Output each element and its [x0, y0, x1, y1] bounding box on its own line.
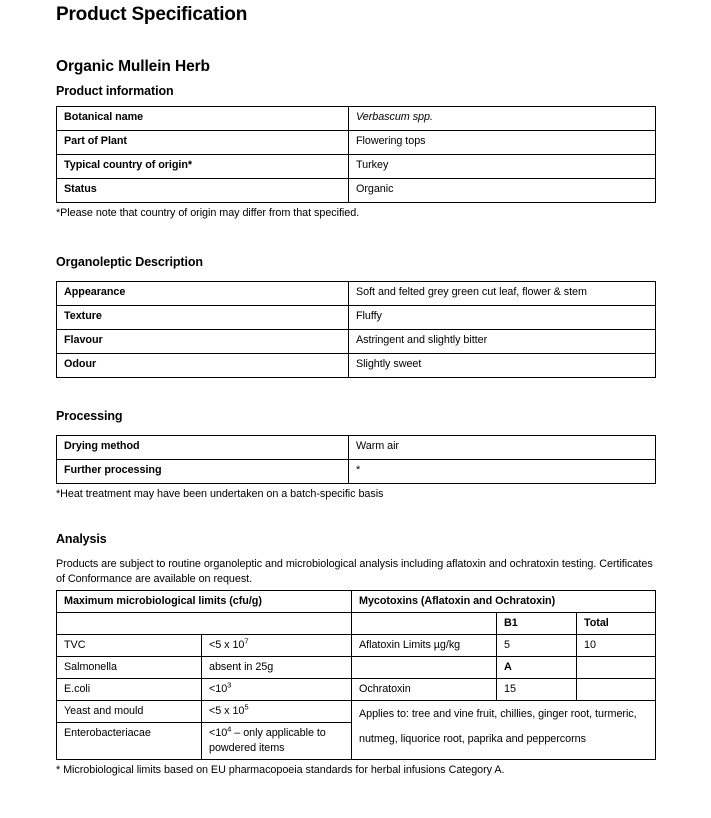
table-row [57, 282, 656, 306]
organism-limit [202, 701, 352, 723]
organism-name: TVC [57, 635, 202, 657]
row-value [349, 107, 656, 131]
limit-tail: – only applicable to powdered items [209, 727, 326, 754]
table-row [57, 107, 656, 131]
mycotoxin-name [352, 657, 497, 679]
limit-exponent: 5 [244, 702, 249, 712]
row-value-text: Verbascum spp. [356, 111, 433, 123]
table-row [57, 679, 656, 701]
organism-name: Enterobacteriacae [57, 723, 202, 760]
page-title: Product Specification [56, 4, 248, 25]
mycotoxin-total [577, 657, 656, 679]
table-row [57, 635, 656, 657]
row-value: Turkey [349, 155, 656, 179]
processing-table [56, 435, 656, 484]
organism-name: E.coli [57, 679, 202, 701]
organism-name: Yeast and mould [57, 701, 202, 723]
processing-footnote: *Heat treatment may have been undertaken on a batch-specific basis [56, 488, 384, 500]
row-label: Further processing [57, 460, 349, 484]
table-row [57, 354, 656, 378]
row-value: Warm air [349, 436, 656, 460]
micro-header: Maximum microbiological limits (cfu/g) [57, 591, 352, 613]
row-label: Drying method [57, 436, 349, 460]
limit-exponent: 7 [244, 636, 249, 646]
section-heading-analysis: Analysis [56, 532, 107, 546]
limit-base: <10 [209, 727, 228, 739]
analysis-footnote: * Microbiological limits based on EU pharmacopoeia standards for herbal infusions Category A. [56, 764, 505, 776]
table-header-row [57, 591, 656, 613]
table-header-row [57, 613, 656, 635]
column-header-b1: B1 [497, 613, 577, 635]
limit-base: <5 x 10 [209, 639, 245, 651]
table-row [57, 330, 656, 354]
organoleptic-table [56, 281, 656, 378]
row-label: Part of Plant [57, 131, 349, 155]
analysis-table [56, 590, 656, 760]
spacer [56, 271, 655, 281]
mycotoxin-total [577, 679, 656, 701]
row-value: Flowering tops [349, 131, 656, 155]
empty-cell [57, 613, 352, 635]
empty-cell [352, 613, 497, 635]
table-row [57, 436, 656, 460]
row-value: Fluffy [349, 306, 656, 330]
row-label: Status [57, 179, 349, 203]
product-information-footnote: *Please note that country of origin may differ from that specified. [56, 207, 360, 219]
organism-name: Salmonella [57, 657, 202, 679]
row-value: Slightly sweet [349, 354, 656, 378]
table-row [57, 306, 656, 330]
limit-exponent: 3 [227, 680, 232, 690]
row-label: Botanical name [57, 107, 349, 131]
table-row [57, 179, 656, 203]
table-row [57, 460, 656, 484]
row-value: Astringent and slightly bitter [349, 330, 656, 354]
organism-limit [202, 635, 352, 657]
organism-limit: absent in 25g [202, 657, 352, 679]
myco-header: Mycotoxins (Aflatoxin and Ochratoxin) [352, 591, 656, 613]
section-heading-processing: Processing [56, 409, 123, 423]
spacer [56, 425, 655, 435]
analysis-intro: Products are subject to routine organoleptic and microbiological analysis including aflatoxin and ochratoxin testing. Certificates of Conformance are available on request. [56, 558, 653, 585]
row-value: Organic [349, 179, 656, 203]
table-row [57, 657, 656, 679]
table-row [57, 701, 656, 723]
mycotoxin-name: Ochratoxin [352, 679, 497, 701]
row-label: Texture [57, 306, 349, 330]
row-label: Flavour [57, 330, 349, 354]
row-value: * [349, 460, 656, 484]
limit-base: <5 x 10 [209, 705, 245, 717]
section-heading-organoleptic: Organoleptic Description [56, 255, 203, 269]
organism-limit [202, 723, 352, 760]
limit-exponent: 4 [227, 724, 232, 734]
row-label: Appearance [57, 282, 349, 306]
limit-base: <10 [209, 683, 228, 695]
product-information-table [56, 106, 656, 203]
mycotoxin-b1: 5 [497, 635, 577, 657]
product-title: Organic Mullein Herb [56, 58, 210, 75]
mycotoxin-total: 10 [577, 635, 656, 657]
mycotoxin-b1: A [497, 657, 577, 679]
row-label: Typical country of origin* [57, 155, 349, 179]
mycotoxin-b1: 15 [497, 679, 577, 701]
mycotoxin-name: Aflatoxin Limits µg/kg [352, 635, 497, 657]
row-label: Odour [57, 354, 349, 378]
section-heading-product-information: Product information [56, 84, 174, 98]
table-row [57, 131, 656, 155]
table-row [57, 155, 656, 179]
organism-limit [202, 679, 352, 701]
column-header-total: Total [577, 613, 656, 635]
row-value: Soft and felted grey green cut leaf, flower & stem [349, 282, 656, 306]
applies-to-note: Applies to: tree and vine fruit, chillies, ginger root, turmeric, nutmeg, liquorice root, paprika and peppercorns [352, 701, 656, 760]
